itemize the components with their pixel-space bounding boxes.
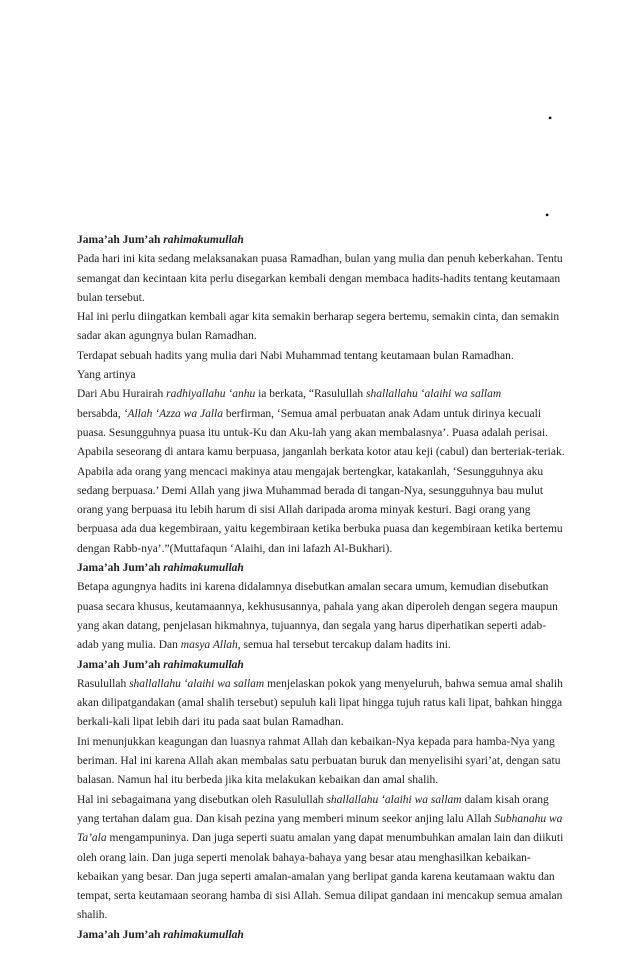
text-segment: tempat, serta keutamaan seorang hamba di sisi Allah. Semua dilipat gandaan ini mencakup semua amalan — [77, 890, 563, 903]
text-line — [77, 598, 575, 617]
text-segment: Pada hari ini kita sedang melaksanakan puasa Ramadhan, bulan yang mulia dan penuh keberkahan. Tentu — [77, 253, 563, 266]
text-line — [77, 463, 575, 482]
text-segment: akan dilipatgandakan (amal shalih tersebut) sepuluh kali lipat hingga tujuh ratus kali lipat, bahkan hingga — [77, 697, 563, 710]
text-segment: yang tertahan dalam gua. Dan kisah pezina yang memberi minum seekor anjing lalu Allah — [77, 812, 495, 825]
text-line — [77, 443, 575, 462]
text-line — [77, 308, 575, 327]
text-segment: sadar akan agungnya bulan Ramadhan. — [77, 330, 257, 343]
text-segment: Yang artinya — [77, 369, 136, 382]
text-segment: orang yang berpuasa itu lebih harum di sisi Allah daripada aroma minyak kesturi. Bagi orang yang — [77, 504, 531, 517]
section-heading — [77, 656, 575, 675]
text-segment: rahimakumullah — [163, 234, 244, 246]
page-dot-mark: • — [548, 111, 553, 125]
text-segment: berpuasa ada dua kegembiraan, yaitu kegembiraan ketika berbuka puasa dan kegembiraan ketika bertemu — [77, 523, 563, 536]
text-segment: Terdapat sebuah hadits yang mulia dari Nabi Muhammad tentang keutamaan bulan Ramadhan. — [77, 349, 514, 362]
text-segment: puasa secara khusus, keutamaannya, kekhususannya, pahala yang akan diperoleh dengan segera maupun — [77, 600, 558, 613]
text-segment: masya Allah — [180, 639, 238, 652]
text-line — [77, 289, 575, 308]
text-line — [77, 501, 575, 520]
text-segment: dalam kisah orang — [461, 793, 549, 806]
text-segment: Jama’ah Jum’ah — [77, 234, 164, 246]
text-segment: radhiyallahu ‘anhu — [166, 388, 256, 401]
text-segment: Subhanahu wa — [494, 812, 563, 825]
text-segment: semangat dan kecintaan kita perlu disegarkan kembali dengan membaca hadits-hadits tentang keutamaan — [77, 272, 561, 285]
text-segment: rahimakumullah — [163, 562, 244, 575]
text-segment: shallallahu ‘alaihi wa sallam — [366, 388, 502, 401]
text-line — [77, 636, 575, 655]
text-segment: sedang berpuasa.’ Demi Allah yang jiwa Muhammad berada di tangan-Nya, sesungguhnya bau mulut — [77, 484, 544, 497]
page-dot-mark: • — [545, 208, 550, 222]
text-line — [77, 270, 575, 289]
text-line — [77, 482, 575, 501]
document-body — [77, 231, 575, 945]
section-heading — [77, 926, 575, 945]
text-line — [77, 849, 575, 868]
text-segment: Jama’ah Jum’ah — [77, 928, 164, 941]
text-segment: beriman. Hal ini karena Allah akan membalas satu perbuatan buruk dan menyelisihi syari’at, dengan satu — [77, 755, 561, 768]
text-segment: Dari Abu Hurairah — [77, 388, 167, 401]
text-segment: balasan. Namun hal itu berbeda jika kita melakukan kebaikan dan amal shalih. — [77, 774, 439, 787]
text-line — [77, 713, 575, 732]
text-segment: Hal ini perlu diingatkan kembali agar kita semakin berharap segera bertemu, semakin cinta, dan semakin — [77, 311, 560, 324]
text-line — [77, 733, 575, 752]
text-line — [77, 520, 575, 539]
text-segment: bulan tersebut. — [77, 291, 145, 304]
text-line — [77, 791, 575, 810]
text-segment: rahimakumullah — [163, 928, 244, 941]
text-segment: Ini menunjukkan keagungan dan luasnya rahmat Allah dan kebaikan-Nya kepada para hamba-Nya yang — [77, 735, 555, 748]
text-line — [77, 887, 575, 906]
text-segment: yang akan datang, penjelasan hikmahnya, tujuannya, dan segala yang harus diperhatikan seperti adab- — [77, 619, 547, 632]
text-line — [77, 385, 575, 404]
text-segment: berfirman, ‘Semua amal perbuatan anak Adam untuk dirinya kecuali — [222, 407, 542, 420]
text-segment: puasa. Sesungguhnya puasa itu untuk-Ku dan Aku-lah yang akan membalasnya’. Puasa adalah perisai. — [77, 426, 549, 439]
text-segment: oleh orang lain. Dan juga seperti menolak bahaya-bahaya yang besar atau menghasilkan kebaikan- — [77, 851, 531, 864]
text-segment: Hal ini sebagaimana yang disebutkan oleh Rasulullah — [77, 793, 327, 806]
text-line — [77, 810, 575, 829]
section-heading — [77, 231, 575, 250]
text-line — [77, 405, 575, 424]
text-line — [77, 694, 575, 713]
text-segment: berkali-kali lipat lebih dari itu pada saat bulan Ramadhan. — [77, 716, 344, 729]
text-line — [77, 540, 575, 559]
text-segment: bersabda, — [77, 407, 124, 420]
text-segment: mengampuninya. Dan juga seperti suatu amalan yang dapat menumbuhkan amalan lain dan diikuti — [106, 832, 564, 845]
text-segment: Betapa agungnya hadits ini karena didalamnya disebutkan amalan secara umum, kemudian disebutkan — [77, 581, 549, 594]
text-segment: kebaikan yang besar. Dan juga seperti amalan-amalan yang berlipat ganda karena keutamaan waktu dan — [77, 870, 555, 883]
text-line — [77, 752, 575, 771]
text-segment: Apabila ada orang yang mencaci makinya atau mengajak bertengkar, katakanlah, ‘Sesungguhnya aku — [77, 465, 544, 478]
text-segment: Jama’ah Jum’ah — [77, 658, 164, 671]
text-segment: adab yang mulia. Dan — [77, 639, 181, 652]
text-line — [77, 906, 575, 925]
text-line — [77, 250, 575, 269]
text-segment: Rasulullah — [77, 677, 130, 690]
text-line — [77, 771, 575, 790]
text-segment: menjelaskan pokok yang menyeluruh, bahwa semua amal shalih — [264, 677, 563, 690]
text-segment: shallallahu ‘alaihi wa sallam — [129, 677, 265, 690]
text-segment: rahimakumullah — [163, 658, 244, 671]
text-segment: shalih. — [77, 909, 108, 922]
text-segment: , semua hal tersebut tercakup dalam hadits ini. — [237, 639, 451, 652]
text-line — [77, 675, 575, 694]
text-line — [77, 347, 575, 366]
text-segment: Apabila seseorang di antara kamu berpuasa, janganlah berkata kotor atau keji (cabul) dan berteriak-teriak. — [77, 446, 565, 459]
text-line — [77, 868, 575, 887]
text-segment: Ta’ala — [77, 832, 107, 845]
text-segment: ‘Allah ‘Azza wa Jalla — [123, 407, 223, 420]
text-segment: Jama’ah Jum’ah — [77, 562, 164, 575]
text-line — [77, 366, 575, 385]
text-line — [77, 424, 575, 443]
text-line — [77, 327, 575, 346]
text-line — [77, 829, 575, 848]
text-segment: shallallahu ‘alaihi wa sallam — [326, 793, 462, 806]
section-heading — [77, 559, 575, 578]
text-segment: ia berkata, “Rasulullah — [255, 388, 367, 401]
text-line — [77, 578, 575, 597]
text-line — [77, 617, 575, 636]
text-segment: dengan Rabb-nya’.”(Muttafaqun ‘Alaihi, dan ini lafazh Al-Bukhari). — [77, 542, 393, 555]
